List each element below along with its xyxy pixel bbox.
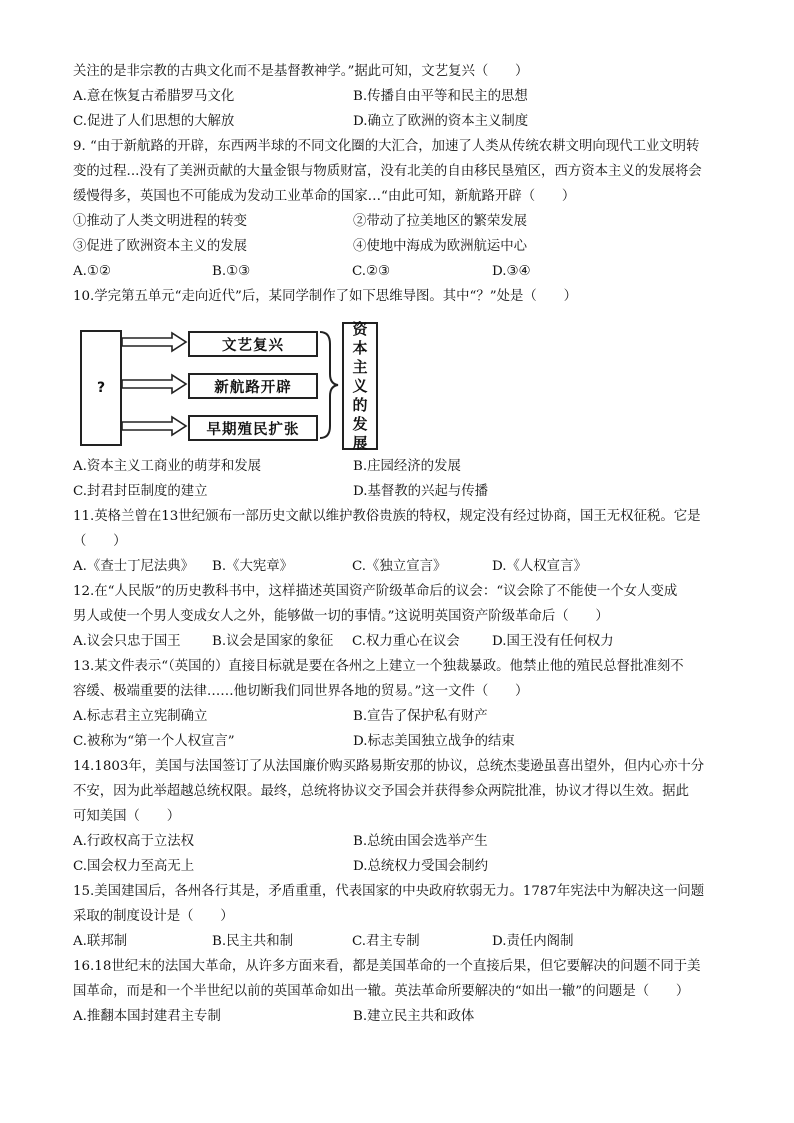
q14-option-a[interactable]: A.行政权高于立法权 (73, 834, 195, 849)
q12-stem-line1: 12.在“人民版”的历史教科书中，这样描述英国资产阶级革命后的议会：“议会除了不能使一个女人变成 (73, 584, 678, 599)
q15-option-c[interactable]: C.君主专制 (352, 934, 420, 949)
q16-option-a[interactable]: A.推翻本国封建君主专制 (73, 1009, 221, 1024)
q13-option-b[interactable]: B.宣告了保护私有财产 (353, 709, 488, 724)
mind-map-item-new-routes: 新航路开辟 (188, 373, 318, 399)
mind-map-item-renaissance: 文艺复兴 (188, 331, 318, 357)
q11-option-d[interactable]: D.《人权宣言》 (492, 559, 587, 574)
q16-stem-line2: 国革命，而是和一个半世纪以前的英国革命如出一辙。英法革命所要解决的“如出一辙”的问题是（ ） (73, 984, 690, 999)
q9-statement-2: ②带动了拉美地区的繁荣发展 (353, 214, 528, 229)
q9-statement-4: ④使地中海成为欧洲航运中心 (353, 239, 528, 254)
q8-option-c[interactable]: C.促进了人们思想的大解放 (73, 114, 235, 129)
q9-option-d[interactable]: D.③④ (492, 264, 531, 279)
q9-option-b[interactable]: B.①③ (212, 264, 251, 279)
q12-stem-line2: 男人或使一个男人变成女人之外，能够做一切的事情。”这说明英国资产阶级革命后（ ） (73, 609, 609, 624)
q14-stem-line1: 14.1803年，美国与法国签订了从法国廉价购买路易斯安那的协议，总统杰斐逊虽喜出望外，但内心亦十分 (73, 759, 705, 774)
q9-option-c[interactable]: C.②③ (352, 264, 391, 279)
mind-map-result-box (342, 319, 378, 452)
arrow-1 (122, 333, 186, 351)
q9-option-a[interactable]: A.①② (73, 264, 111, 279)
q10-option-a[interactable]: A.资本主义工商业的萌芽和发展 (73, 459, 262, 474)
q10-stem: 10.学完第五单元“走向近代”后，某同学制作了如下思维导图。其中“？”处是（ ） (73, 289, 577, 304)
q13-stem-line2: 容缓、极端重要的法律……他切断我们同世界各地的贸易。”这一文件（ ） (73, 684, 529, 699)
q14-stem-line3: 可知美国（ ） (73, 809, 181, 824)
q10-option-c[interactable]: C.封君封臣制度的建立 (73, 484, 208, 499)
q16-stem-line1: 16.18世纪末的法国大革命，从许多方面来看，都是美国革命的一个直接后果，但它要解决的问题不同于美 (73, 959, 701, 974)
result-char: 主 (352, 357, 368, 376)
q11-stem-line2: （ ） (73, 534, 127, 549)
result-char: 本 (352, 338, 368, 357)
q8-stem: 关注的是非宗教的古典文化而不是基督教神学。”据此可知，文艺复兴（ ） (73, 64, 529, 79)
q8-option-a[interactable]: A.意在恢复古希腊罗马文化 (73, 89, 235, 104)
q9-stem-line1: 9. “由于新航路的开辟，东西两半球的不同文化圈的大汇合，加速了人类从传统农耕文明向现代工业文明转 (73, 139, 700, 154)
q8-option-b[interactable]: B.传播自由平等和民主的思想 (353, 89, 528, 104)
q9-stem-line3: 缓慢得多，英国也不可能成为发动工业革命的国家…“由此可知，新航路开辟（ ） (73, 189, 576, 204)
q12-option-a[interactable]: A.议会只忠于国王 (73, 634, 181, 649)
arrow-3 (122, 417, 186, 435)
q12-option-c[interactable]: C.权力重心在议会 (352, 634, 460, 649)
q13-option-d[interactable]: D.标志美国独立战争的结束 (353, 734, 515, 749)
arrow-2 (122, 375, 186, 393)
result-char: 义 (352, 376, 368, 395)
q11-option-b[interactable]: B.《大宪章》 (212, 559, 294, 574)
result-char: 的 (352, 395, 368, 414)
q9-stem-line2: 变的过程...没有了美洲贡献的大量金银与物质财富，没有北美的自由移民垦殖区，西方资本主义的发展将会 (73, 164, 702, 179)
q15-option-b[interactable]: B.民主共和制 (212, 934, 294, 949)
result-char: 资 (352, 319, 368, 338)
q11-option-c[interactable]: C.《独立宣言》 (352, 559, 447, 574)
q10-option-b[interactable]: B.庄园经济的发展 (353, 459, 461, 474)
q11-stem-line1: 11.英格兰曾在13世纪颁布一部历史文献以维护教俗贵族的特权，规定没有经过协商，国王无权征税。它是 (73, 509, 701, 524)
q13-option-c[interactable]: C.被称为“第一个人权宣言” (73, 734, 235, 749)
q14-stem-line2: 不安，因为此举超越总统权限。最终，总统将协议交予国会并获得参众两院批准，协议才得以生效。据此 (73, 784, 689, 799)
result-char: 展 (352, 433, 368, 452)
q13-option-a[interactable]: A.标志君主立宪制确立 (73, 709, 208, 724)
q15-option-a[interactable]: A.联邦制 (73, 934, 128, 949)
q10-option-d[interactable]: D.基督教的兴起与传播 (353, 484, 489, 499)
q12-option-b[interactable]: B.议会是国家的象征 (212, 634, 334, 649)
q9-statement-1: ①推动了人类文明进程的转变 (73, 214, 248, 229)
q13-stem-line1: 13.某文件表示“（英国的）直接目标就是要在各州之上建立一个独裁暴政。他禁止他的殖民总督批准刻不 (73, 659, 684, 674)
right-brace (320, 332, 338, 438)
result-char: 发 (352, 414, 368, 433)
mind-map-item-colonial-expansion: 早期殖民扩张 (188, 415, 318, 441)
q15-option-d[interactable]: D.责任内阁制 (492, 934, 574, 949)
q8-option-d[interactable]: D.确立了欧洲的资本主义制度 (353, 114, 529, 129)
q9-statement-3: ③促进了欧洲资本主义的发展 (73, 239, 248, 254)
q15-stem-line1: 15.美国建国后，各州各行其是，矛盾重重，代表国家的中央政府软弱无力。1787年宪法中为解决这一问题 (73, 884, 705, 899)
q14-option-c[interactable]: C.国会权力至高无上 (73, 859, 195, 874)
q15-stem-line2: 采取的制度设计是（ ） (73, 909, 234, 924)
q14-option-d[interactable]: D.总统权力受国会制约 (353, 859, 489, 874)
q10-mind-map (80, 319, 380, 452)
q14-option-b[interactable]: B.总统由国会选举产生 (353, 834, 488, 849)
q16-option-b[interactable]: B.建立民主共和政体 (353, 1009, 475, 1024)
q12-option-d[interactable]: D.国王没有任何权力 (492, 634, 614, 649)
q11-option-a[interactable]: A.《查士丁尼法典》 (73, 559, 195, 574)
mind-map-question-box: ? (80, 330, 122, 446)
